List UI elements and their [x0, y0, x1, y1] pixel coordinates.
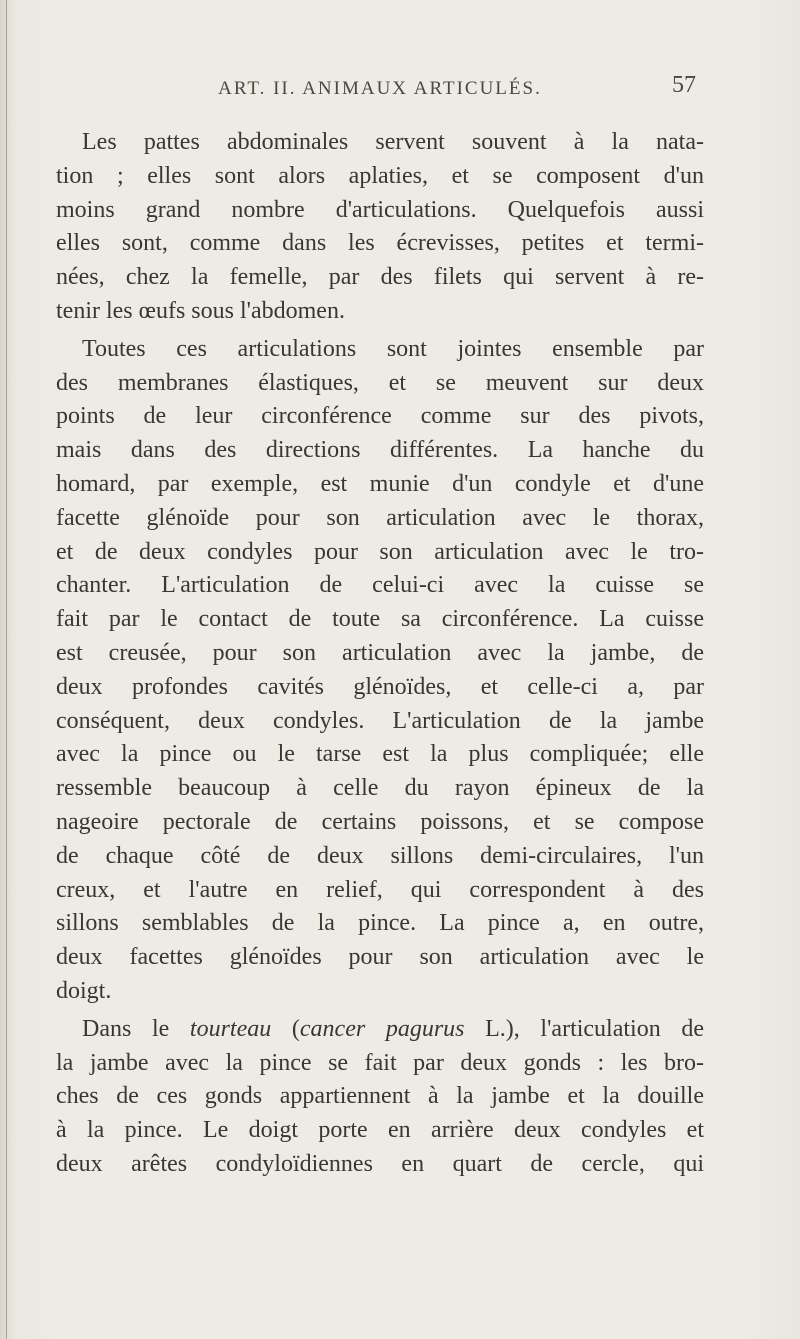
page-number: 57	[672, 72, 696, 98]
text-line: de chaque côté de deux sillons demi-circulaires, l'un	[56, 842, 704, 869]
text-line: deux arêtes condyloïdiennes en quart de cercle, qui	[56, 1150, 704, 1177]
text-line: facette glénoïde pour son articulation avec le thorax,	[56, 504, 704, 531]
text-line: tion ; elles sont alors aplaties, et se composent d'un	[56, 162, 704, 189]
paragraph	[56, 1013, 704, 1182]
text-line: tenir les œufs sous l'abdomen.	[56, 297, 345, 324]
text-line: nées, chez la femelle, par des filets qui servent à re-	[56, 264, 704, 291]
text-line: points de leur circonférence comme sur des pivots,	[56, 403, 704, 430]
text-line: ches de ces gonds appartiennent à la jambe et la douille	[56, 1083, 704, 1110]
paragraph	[56, 333, 704, 1009]
text-line: Les pattes abdominales servent souvent à la nata-	[82, 129, 704, 155]
italic-term: tourteau	[189, 1015, 272, 1042]
text-line: à la pince. Le doigt porte en arrière deux condyles et	[56, 1117, 704, 1144]
text-line: nageoire pectorale de certains poissons, et se compose	[56, 808, 704, 835]
text-line: doigt.	[56, 977, 112, 1004]
running-head	[56, 72, 704, 118]
paragraph	[56, 126, 704, 329]
text-line: mais dans des directions différentes. La hanche du	[56, 437, 704, 464]
italic-term: cancer pagurus	[299, 1015, 465, 1042]
text-line: la jambe avec la pince se fait par deux gonds : les bro-	[56, 1049, 704, 1076]
running-head-title: ART. II. ANIMAUX ARTICULÉS.	[218, 78, 542, 99]
text-line: fait par le contact de toute sa circonférence. La cuisse	[56, 606, 704, 633]
text-line: avec la pince ou le tarse est la plus compliquée; elle	[56, 741, 704, 768]
text-line: deux profondes cavités glénoïdes, et celle-ci a, par	[56, 673, 704, 700]
page-text	[56, 72, 705, 1182]
text-line: ressemble beaucoup à celle du rayon épineux de la	[56, 775, 704, 802]
text-line: conséquent, deux condyles. L'articulation de la jambe	[56, 707, 704, 734]
text-line: homard, par exemple, est munie d'un condyle et d'une	[56, 470, 704, 497]
text-line: deux facettes glénoïdes pour son articulation avec le	[56, 944, 704, 971]
text-line: Dans le tourteau (cancer pagurus L.), l'articulation de	[82, 1015, 705, 1042]
text-line: et de deux condyles pour son articulation avec le tro-	[56, 538, 704, 565]
text-line: creux, et l'autre en relief, qui correspondent à des	[56, 876, 704, 903]
text-line: des membranes élastiques, et se meuvent sur deux	[56, 369, 704, 396]
text-line: est creusée, pour son articulation avec la jambe, de	[56, 639, 704, 666]
text-line: chanter. L'articulation de celui-ci avec la cuisse se	[56, 572, 704, 599]
binding-edge	[6, 0, 7, 1339]
text-line: elles sont, comme dans les écrevisses, petites et termi-	[56, 230, 704, 257]
text-line: moins grand nombre d'articulations. Quelquefois aussi	[56, 196, 704, 223]
text-line: Toutes ces articulations sont jointes ensemble par	[82, 335, 704, 362]
text-line: sillons semblables de la pince. La pince a, en outre,	[56, 910, 704, 937]
